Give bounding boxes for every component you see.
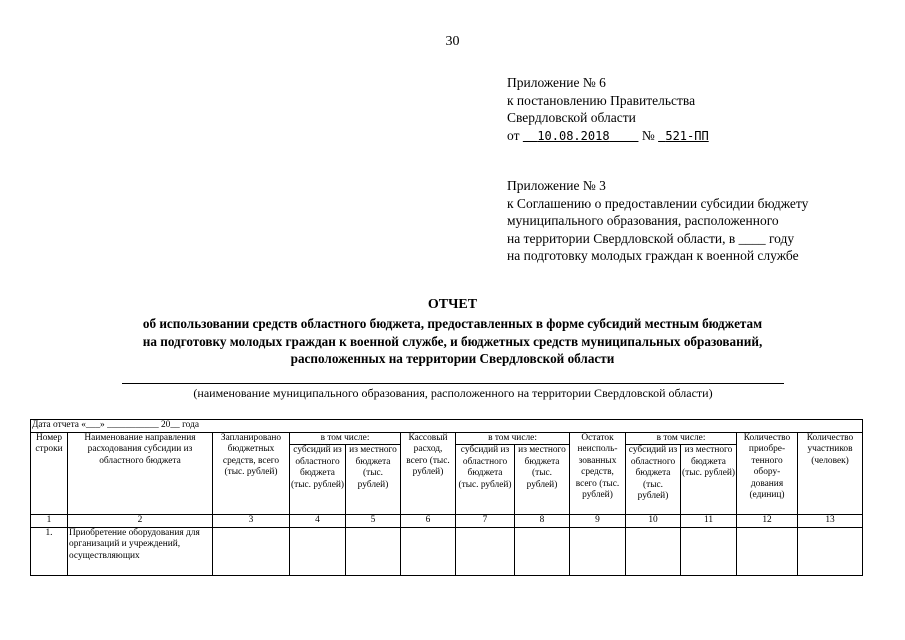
row-cell [626,527,681,575]
municipality-name-line [122,383,784,384]
header-planned: Запланировано бюджетных средств, всего (тыс. рублей) [213,432,290,515]
row-number: 1. [31,527,68,575]
column-number: 5 [346,515,401,528]
appendix-3-line5: на подготовку молодых граждан к военной службе [507,248,799,264]
column-number: 6 [401,515,456,528]
header-subs-remain: субсидий из областного бюджета (тыс. рублей) [626,445,681,515]
report-subtitle-line2: на подготовку молодых граждан к военной службе, и бюджетных средств муниципальных образований, [142,333,763,349]
column-number: 3 [213,515,290,528]
appendix-6-block [507,74,709,145]
row-cell [213,527,290,575]
appendix-3-title: Приложение № 3 [507,178,606,193]
from-prefix: от [507,127,520,143]
resolution-date [523,129,639,143]
resolution-date-value: 10.08.2018 [537,128,610,143]
resolution-number [658,129,709,143]
report-subtitle-line1: об использовании средств областного бюджета, предоставленных в форме субсидий местным бюджетам [142,316,763,331]
header-subs-planned: субсидий из областного бюджета (тыс. рублей) [290,445,346,515]
header-incl-cash: в том числе: [456,432,570,445]
appendix-6-line2: к постановлению Правительства [507,92,696,108]
row-cell [570,527,626,575]
header-incl-remain: в том числе: [626,432,737,445]
column-number: 9 [570,515,626,528]
column-number: 1 [31,515,68,528]
header-local-planned: из местного бюджета (тыс. рублей) [346,445,401,515]
row-cell [346,527,401,575]
appendix-3-block [507,177,808,265]
appendix-3-line2: к Соглашению о предоставлении субсидии бюджету [507,195,809,211]
row-cell [681,527,737,575]
header-row-number: Номер строки [31,432,68,515]
column-number: 11 [681,515,737,528]
page-number: 30 [445,34,460,49]
column-number: 8 [515,515,570,528]
row-cell [798,527,863,575]
header-subs-cash: субсидий из областного бюджета (тыс. рублей) [456,445,515,515]
appendix-3-line4: на территории Свердловской области, в ____ году [507,230,795,246]
report-table [30,419,863,576]
header-local-cash: из местного бюджета (тыс. рублей) [515,445,570,515]
header-equipment: Количество приобре- тенного обору- дования (единиц) [737,432,798,515]
column-number: 12 [737,515,798,528]
report-subtitle [60,315,845,368]
row-cell [290,527,346,575]
row-cell [737,527,798,575]
header-direction: Наименование направления расходования субсидии из областного бюджета [68,432,213,515]
header-incl-planned: в том числе: [290,432,401,445]
number-prefix: № [641,127,655,143]
column-number: 13 [798,515,863,528]
row-direction: Приобретение оборудования для организаций и учреждений, осуществляющих [68,527,213,575]
appendix-6-date-line [507,127,709,146]
header-cash: Кассовый расход, всего (тыс. рублей) [401,432,456,515]
column-number: 4 [290,515,346,528]
table-row [31,527,863,575]
municipality-name-label: (наименование муниципального образования, расположенного на территории Свердловской области) [193,386,713,400]
header-remain: Остаток неисполь- зованных средств, всего (тыс. рублей) [570,432,626,515]
report-subtitle-line3: расположенных на территории Свердловской области [290,351,615,366]
header-participants: Количество участников (человек) [798,432,863,515]
appendix-6-title: Приложение № 6 [507,75,606,90]
report-title: ОТЧЕТ [427,297,478,312]
appendix-6-line3: Свердловской области [507,110,636,126]
row-cell [456,527,515,575]
appendix-3-line3: муниципального образования, расположенного [507,213,779,229]
resolution-number-value: 521-ПП [665,128,709,143]
column-number: 10 [626,515,681,528]
row-cell [515,527,570,575]
report-date-cell: Дата отчета «___» ___________ 20__ года [31,420,863,433]
header-local-remain: из местного бюджета (тыс. рублей) [681,445,737,515]
column-number-row [31,515,863,528]
column-number: 2 [68,515,213,528]
column-number: 7 [456,515,515,528]
row-cell [401,527,456,575]
